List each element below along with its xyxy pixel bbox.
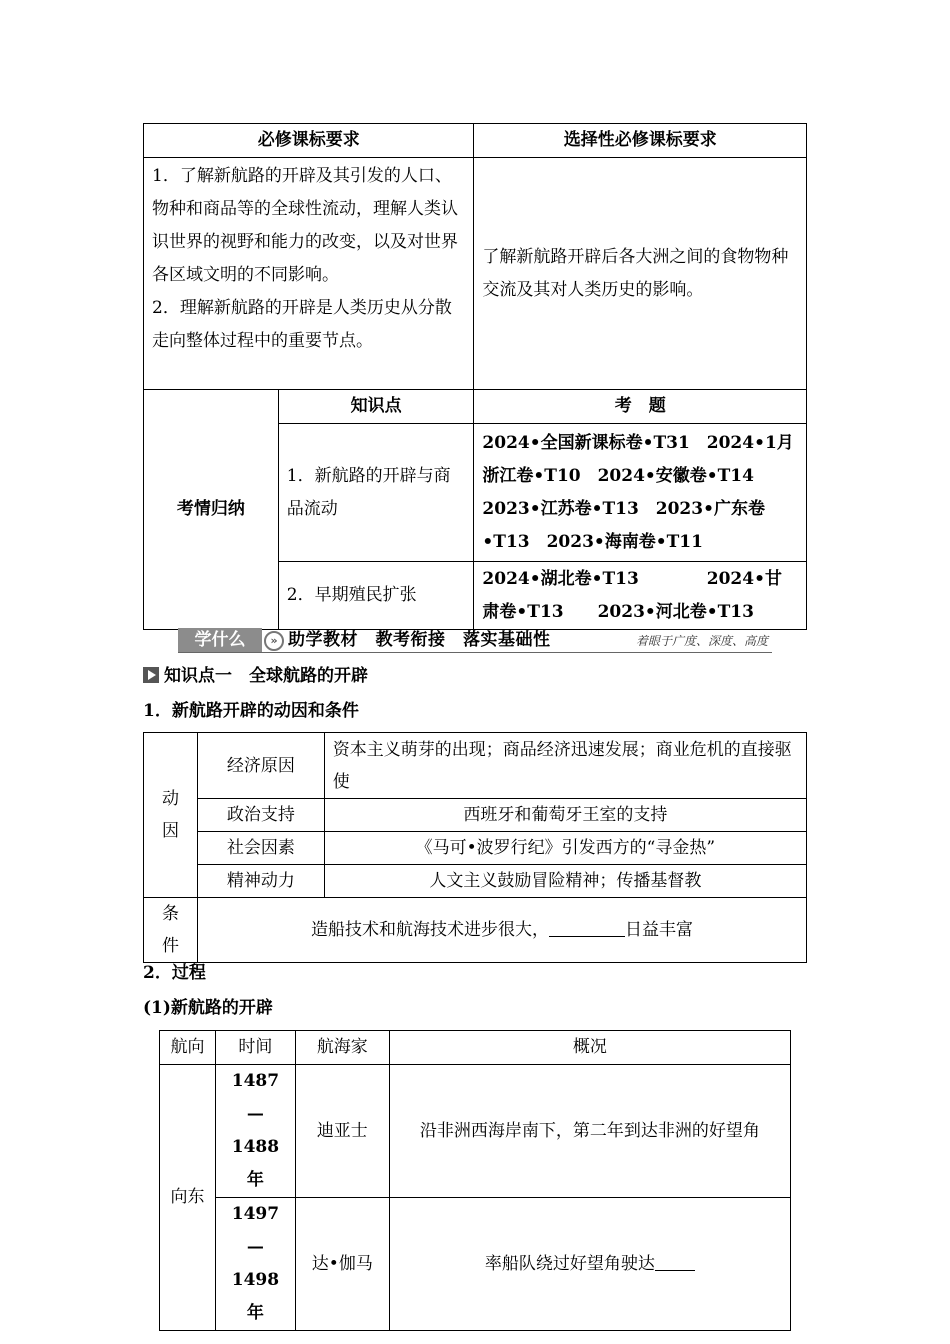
direction-east: 向东	[160, 1065, 216, 1331]
voyage-summary: 率船队绕过好望角驶达	[389, 1198, 790, 1331]
section-heading: 知识点一 全球航路的开辟	[143, 664, 368, 688]
voyages-table	[159, 1030, 791, 1331]
exam-questions-2: 2024•湖北卷•T13 2024•甘肃卷•T13 2023•河北卷•T13	[474, 562, 807, 630]
section-banner	[178, 627, 772, 653]
voyage-time: 1497—1498年	[215, 1198, 295, 1331]
motive-category: 精神动力	[197, 865, 324, 898]
knowledge-point-2: 2．早期殖民扩张	[278, 562, 474, 630]
subheading-motives: 1．新航路开辟的动因和条件	[143, 701, 359, 721]
condition-label: 条 件	[144, 898, 198, 963]
fill-blank[interactable]	[549, 918, 625, 937]
header-knowledge-point: 知识点	[278, 390, 474, 424]
condition-content: 造船技术和航海技术进步很大， 日益丰富	[197, 898, 806, 963]
header-exam-questions: 考 题	[474, 390, 807, 424]
fill-blank[interactable]	[655, 1252, 695, 1271]
motive-label: 动 因	[144, 733, 198, 898]
banner-rule	[178, 652, 772, 653]
motive-content: 人文主义鼓励冒险精神；传播基督教	[324, 865, 806, 898]
header-time: 时间	[215, 1031, 295, 1065]
motive-category: 政治支持	[197, 799, 324, 832]
motive-category: 经济原因	[197, 733, 324, 799]
voyage-navigator: 达•伽马	[295, 1198, 389, 1331]
elective-text: 了解新航路开辟后各大洲之间的食物物种交流及其对人类历史的影响。	[474, 158, 807, 390]
header-direction: 航向	[160, 1031, 216, 1065]
knowledge-point-1: 1．新航路的开辟与商品流动	[278, 424, 474, 562]
voyage-summary: 沿非洲西海岸南下，第二年到达非洲的好望角	[389, 1065, 790, 1198]
exam-questions-1: 2024•全国新课标卷•T31 2024•1月浙江卷•T10 2024•安徽卷•T14 2023•江苏卷•T13 2023•广东卷•T13 2023•海南卷•T11	[474, 424, 807, 562]
required-item-2: 2．理解新航路的开辟是人类历史从分散走向整体过程中的重要节点。	[152, 298, 452, 351]
banner-slogan: 助学教材 教考衔接 落实基础性	[288, 630, 551, 650]
header-elective: 选择性必修课标要求	[474, 124, 807, 158]
curriculum-requirements-table	[143, 123, 807, 630]
header-required: 必修课标要求	[144, 124, 474, 158]
voyage-navigator: 迪亚士	[295, 1065, 389, 1198]
play-triangle-icon	[143, 667, 159, 683]
motive-content: 西班牙和葡萄牙王室的支持	[324, 799, 806, 832]
header-navigator: 航海家	[295, 1031, 389, 1065]
motive-category: 社会因素	[197, 832, 324, 865]
voyage-time: 1487—1488年	[215, 1065, 295, 1198]
double-chevron-icon: »	[264, 631, 284, 651]
banner-motto: 着眼于广度、深度、高度	[635, 634, 768, 648]
required-text	[144, 158, 474, 390]
motives-conditions-table	[143, 732, 807, 963]
banner-tag: 学什么	[178, 628, 262, 652]
exam-summary-label: 考情归纳	[144, 390, 279, 630]
header-summary: 概况	[389, 1031, 790, 1065]
subheading-new-routes: (1)新航路的开辟	[143, 998, 273, 1018]
subheading-process: 2．过程	[143, 963, 206, 983]
required-item-1: 1．了解新航路的开辟及其引发的人口、物种和商品等的全球性流动，理解人类认识世界的视野和能力的改变，以及对世界各区域文明的不同影响。	[152, 166, 458, 285]
motive-content: 资本主义萌芽的出现；商品经济迅速发展；商业危机的直接驱使	[324, 733, 806, 799]
motive-content: 《马可•波罗行纪》引发西方的“寻金热”	[324, 832, 806, 865]
